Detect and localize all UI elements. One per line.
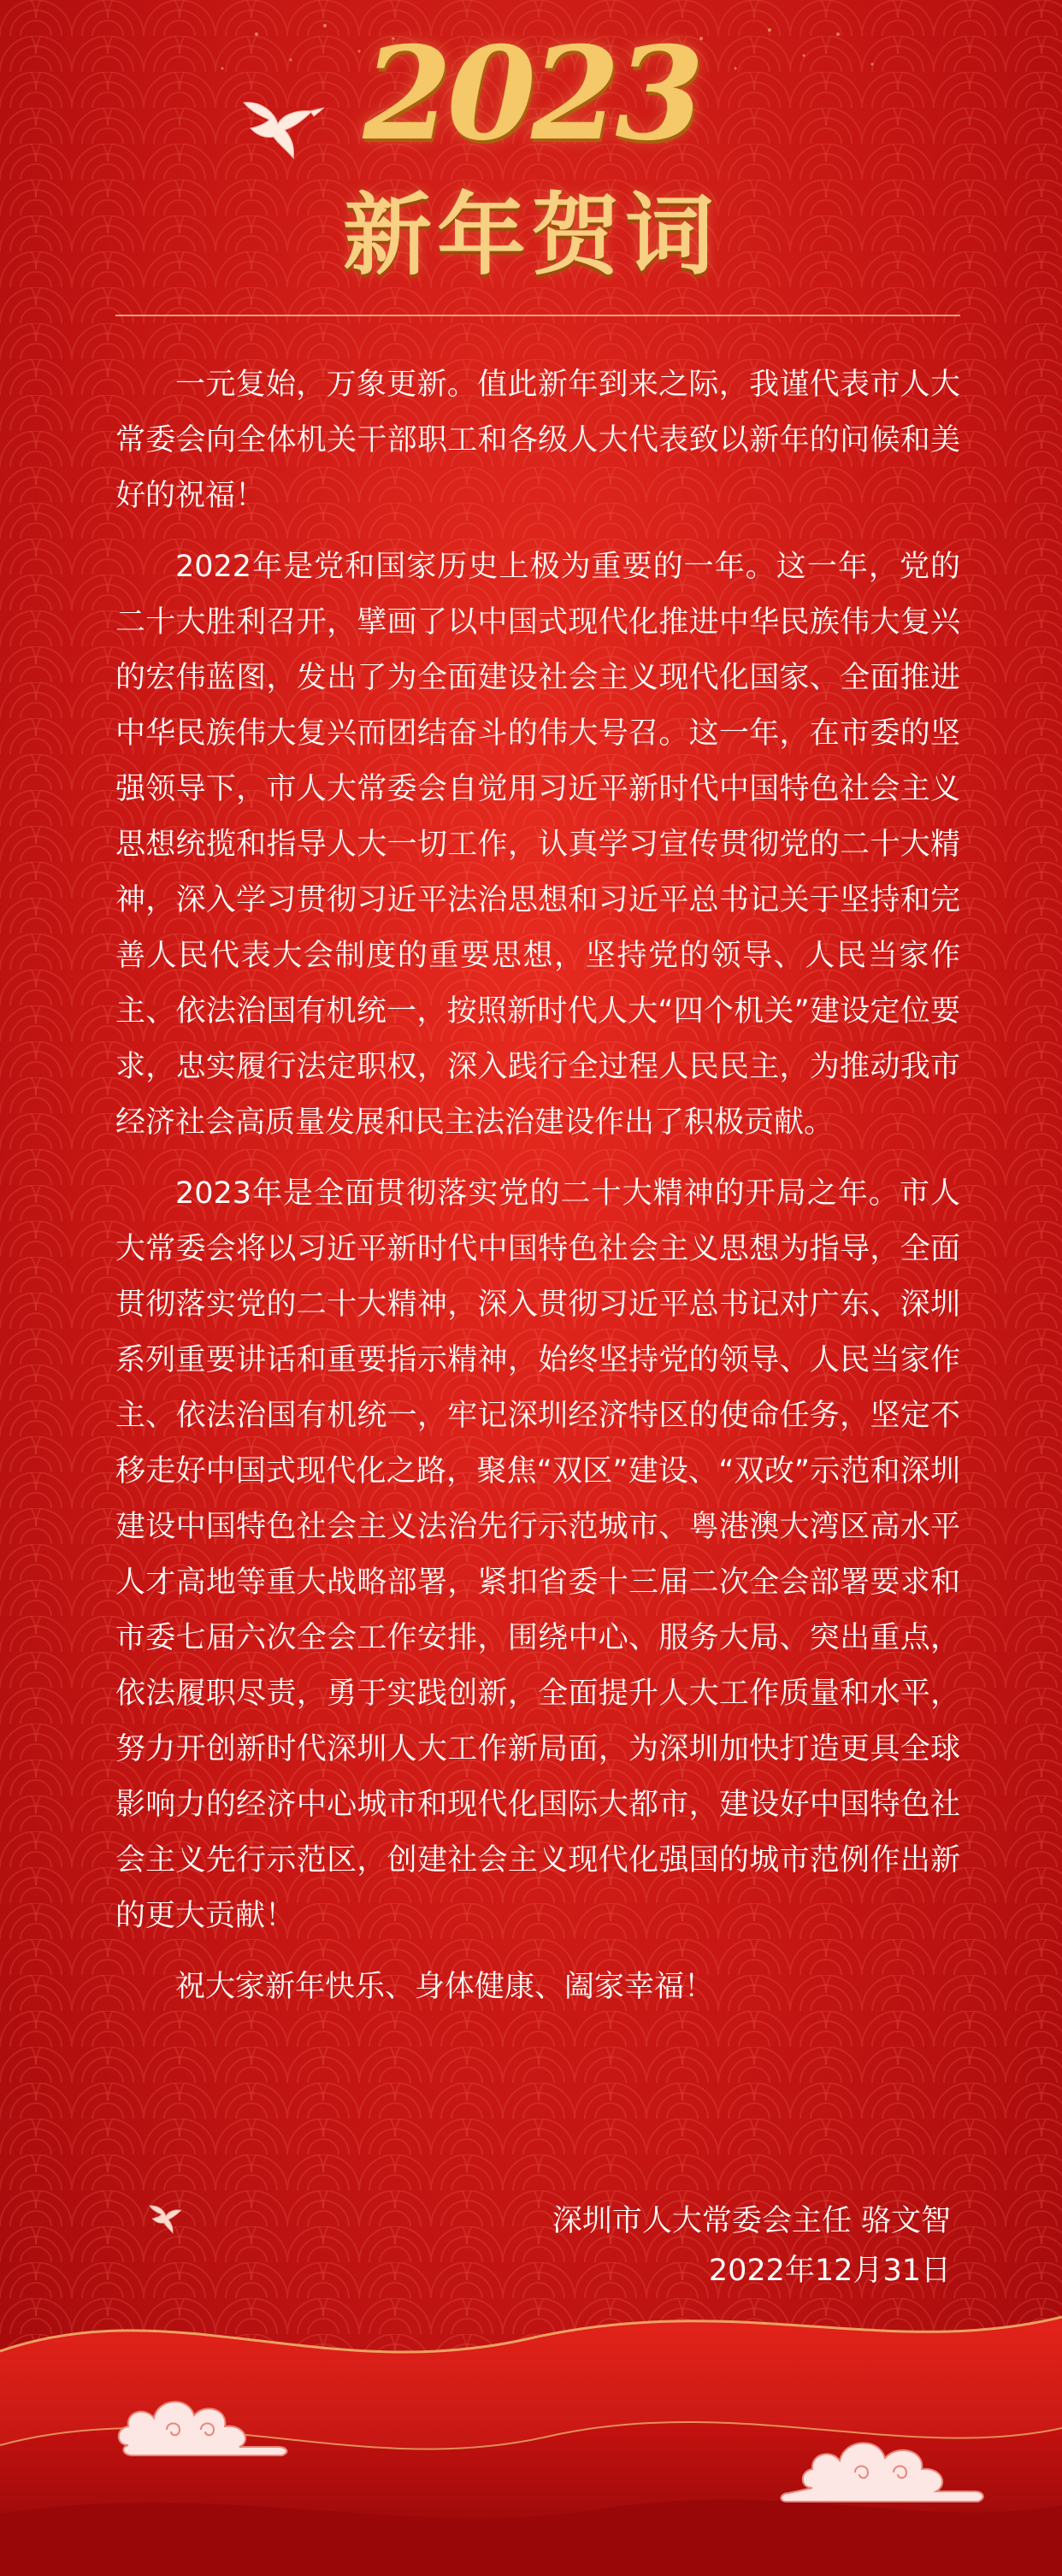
signature-author: 深圳市人大常委会主任 骆文智 xyxy=(552,2204,951,2238)
dove-icon xyxy=(145,2197,188,2236)
page-title: 新年贺词 xyxy=(342,182,719,287)
auspicious-cloud-icon xyxy=(778,2420,992,2514)
paragraph-2022-review: 2022年是党和国家历史上极为重要的一年。这一年，党的二十大胜利召开，擘画了以中国式现代化推进中华民族伟大复兴的宏伟蓝图，发出了为全面建设社会主义现代化国家、全面推进中华民族伟大复兴而团结奋斗的伟大号召。这一年，在市委的坚强领导下，市人大常委会自觉用习近平新时代中国特色社会主义思想统揽和指导人大一切工作，认真学习宣传贯彻党的二十大精神，深入学习贯彻习近平法治思想和习近平总书记关于坚持和完善人民代表大会制度的重要思想，坚持党的领导、人民当家作主、依法治国有机统一，按照新时代人大“四个机关”建设定位要求，忠实履行法定职权，深入践行全过程人民民主，为推动我市经济社会高质量发展和民主法治建设作出了积极贡献。 xyxy=(115,550,960,1140)
paragraph-greeting: 一元复始，万象更新。值此新年到来之际，我谨代表市人大常委会向全体机关干部职工和各级人大代表致以新年的问候和美好的祝福！ xyxy=(115,368,960,513)
dove-icon xyxy=(235,85,329,162)
signature-date: 2022年12月31日 xyxy=(708,2254,951,2288)
year-heading: 2023 xyxy=(363,19,699,169)
paragraph-wishes: 祝大家新年快乐、身体健康、阖家幸福！ xyxy=(175,1970,715,2004)
title-divider xyxy=(115,315,960,316)
letter-body xyxy=(115,357,960,2015)
auspicious-cloud-icon xyxy=(115,2377,299,2462)
paragraph-2023-outlook: 2023年是全面贯彻落实党的二十大精神的开局之年。市人大常委会将以习近平新时代中国特色社会主义思想为指导，全面贯彻落实党的二十大精神，深入贯彻习近平总书记对广东、深圳系列重要讲话和重要指示精神，始终坚持党的领导、人民当家作主、依法治国有机统一，牢记深圳经济特区的使命任务，坚定不移走好中国式现代化之路，聚焦“双区”建设、“双改”示范和深圳建设中国特色社会主义法治先行示范城市、粤港澳大湾区高水平人才高地等重大战略部署，紧扣省委十三届二次全会部署要求和市委七届六次全会工作安排，围绕中心、服务大局、突出重点，依法履职尽责，勇于实践创新，全面提升人大工作质量和水平，努力开创新时代深圳人大工作新局面，为深圳加快打造更具全球影响力的经济中心城市和现代化国际大都市，建设好中国特色社会主义先行示范区，创建社会主义现代化强国的城市范例作出新的更大贡献！ xyxy=(115,1176,960,1933)
